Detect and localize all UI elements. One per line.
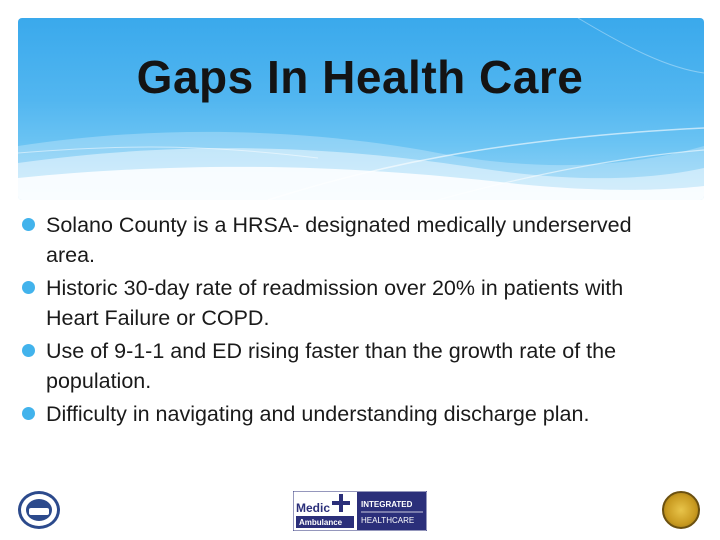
bullet-item xyxy=(20,273,680,333)
slide-title: Gaps In Health Care xyxy=(136,51,584,103)
integrated-text: INTEGRATED xyxy=(361,500,413,509)
wave-decoration xyxy=(18,18,704,200)
bullet-text: Use of 9-1-1 and ED rising faster than the growth rate of the population. xyxy=(46,339,617,393)
city-seal-logo-icon xyxy=(662,491,700,529)
bullet-dot-icon xyxy=(22,344,35,357)
bullet-dot-icon xyxy=(22,407,35,420)
bullet-item xyxy=(20,336,680,396)
bullet-item xyxy=(20,399,680,429)
healthcare-text: HEALTHCARE xyxy=(361,516,415,525)
bullet-dot-icon xyxy=(22,281,35,294)
bullet-dot-icon xyxy=(22,218,35,231)
bullet-list xyxy=(20,210,680,432)
bullet-item xyxy=(20,210,680,270)
bullet-text: Historic 30-day rate of readmission over 20% in patients with Heart Failure or COPD. xyxy=(46,276,624,330)
ambulance-text: Ambulance xyxy=(299,518,343,527)
medic-ambulance-logo xyxy=(293,491,427,531)
medic-text: Medic xyxy=(296,501,331,515)
vehicle-icon xyxy=(29,508,49,515)
header-band xyxy=(18,18,704,200)
bullet-text: Difficulty in navigating and understanding discharge plan. xyxy=(46,402,590,426)
bullet-text: Solano County is a HRSA- designated medically underserved area. xyxy=(46,213,632,267)
county-seal-logo-icon xyxy=(18,491,60,529)
